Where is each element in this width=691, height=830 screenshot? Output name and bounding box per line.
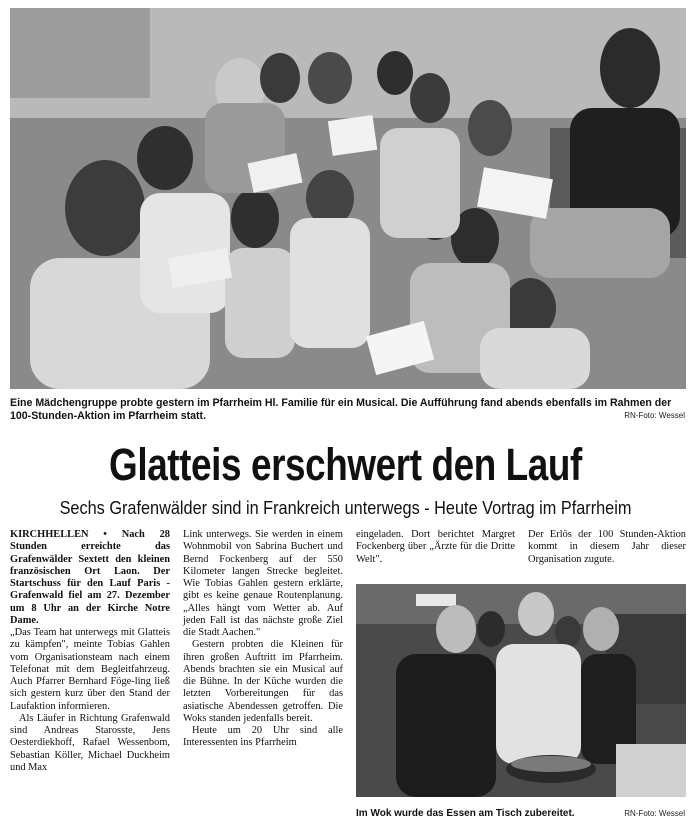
top-photo-credit: RN-Foto: Wessel bbox=[624, 411, 685, 420]
headline: Glatteis erschwert den Lauf bbox=[109, 439, 582, 490]
article-column-4 bbox=[528, 529, 686, 566]
article-paragraph: eingeladen. Dort berichtet Margret Fockenberg über „Ärzte für die Dritte Welt". bbox=[356, 529, 515, 565]
bottom-photo-caption: Im Wok wurde das Essen am Tisch zubereitet. bbox=[356, 808, 575, 819]
article-column-3 bbox=[356, 529, 515, 566]
article-column-1 bbox=[10, 529, 170, 774]
article-lead: KIRCHHELLEN • Nach 28 Stunden erreichte das Grafenwälder Sextett den kleinen französischen Ort Laon. Der Startschuss für den Lauf Paris - Grafenwald fiel am 27. Dezember um 8 Uhr an der Kirche Notre Dame. bbox=[10, 529, 170, 626]
article-paragraph: Als Läufer in Richtung Grafenwald sind Andreas Starosste, Jens Oesterdiekhoff, Rafael Wessenbom, Sebastian Köller, Michael Duckheim und Max bbox=[10, 712, 170, 773]
subheadline: Sechs Grafenwälder sind in Frankreich unterwegs - Heute Vortrag im Pfarrheim bbox=[59, 497, 632, 518]
bottom-photo-credit: RN-Foto: Wessel bbox=[624, 809, 685, 818]
article-paragraph: Link unterwegs. Sie werden in einem Wohnmobil von Sabrina Buchert und Bernd Fockenberg auf der 550 Kilometer langen Strecke begleitet. Wie Tobias Gahlen gestern erklärte, gibt es keine genaue Routenplanung. „Alles hängt vom Wetter ab. Auf jeden Fall ist das nächste große Ziel die Stadt Aachen." bbox=[183, 529, 343, 638]
bottom-photo bbox=[356, 584, 686, 797]
top-photo bbox=[10, 8, 686, 389]
article-paragraph: „Das Team hat unterwegs mit Glatteis zu kämpfen", meinte Tobias Gahlen vom Organisationsteam nach einem Telefonat mit dem Begleitfahrzeug. Auch Pfarrer Bernhard Föge-ling ließ sich gestern kurz über den Stand der Laufaktion informieren. bbox=[10, 627, 170, 712]
article-paragraph: Heute um 20 Uhr sind alle Interessenten ins Pfarrheim bbox=[183, 725, 343, 749]
article-column-2 bbox=[183, 529, 343, 750]
article-paragraph: Gestern probten die Kleinen für ihren großen Auftritt im Pfarrheim. Abends brachten sie ein Musical auf die Bühne. In der Küche wurden die letzten Vorbereitungen für das asiatische Abendessen getroffen. Die Woks standen jedenfalls bereit. bbox=[183, 639, 343, 724]
article-paragraph: Der Erlös der 100 Stunden-Aktion kommt in diesem Jahr dieser Organisation zugute. bbox=[528, 529, 686, 565]
top-photo-caption: Eine Mädchengruppe probte gestern im Pfarrheim Hl. Familie für ein Musical. Die Aufführung fand abends ebenfalls im Rahmen der 100-Stunden-Aktion im Pfarrheim statt. bbox=[10, 397, 672, 422]
top-photo-image bbox=[10, 8, 686, 389]
bottom-photo-image bbox=[356, 584, 686, 797]
